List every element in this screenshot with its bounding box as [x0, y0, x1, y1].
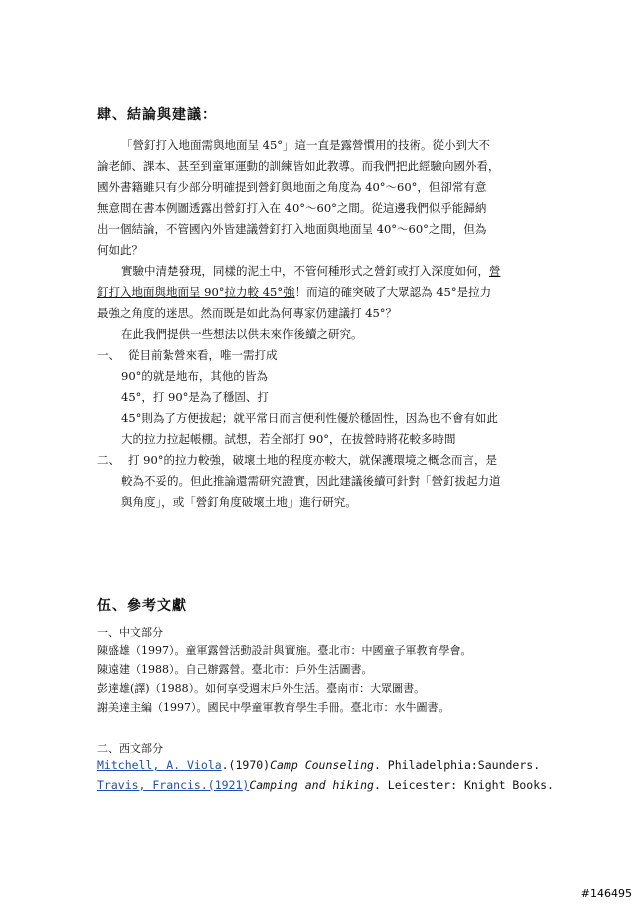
- text-run: 實驗中清楚發現，同樣的泥土中，不管何種形式之營釘或打入深度如何，: [121, 264, 489, 278]
- reference-year: .(1970): [221, 758, 271, 772]
- reference-publisher: . Leicester: Knight Books.: [373, 778, 554, 792]
- reference-item: [97, 778, 554, 792]
- author-link[interactable]: Travis, Francis.(1921): [97, 778, 250, 792]
- reference-publisher: . Philadelphia:Saunders.: [373, 758, 541, 772]
- reference-item: 謝美達主編（1997）。國民中學童軍教育學生手冊。臺北市：水牛圖書。: [97, 701, 450, 714]
- paragraph-line: 無意間在書本例圖透露出營釘打入在 40°～60°之間。從這邊我們似乎能歸納: [97, 201, 487, 215]
- text-run: ！而這的確突破了大眾認為 45°是拉力: [294, 285, 492, 299]
- reference-title: Camp Counseling: [270, 758, 374, 772]
- reference-item: [97, 758, 540, 772]
- item-line: 90°的就是地布，其他的皆為: [121, 369, 268, 383]
- section-5-title: 伍、參考文獻: [97, 598, 187, 614]
- item-line: 與角度」，或「營釘角度破壞土地」進行研究。: [121, 495, 357, 509]
- paragraph-line: 國外書籍雖只有少部分明確提到營釘與地面之角度為 40°～60°，但卻常有意: [97, 180, 487, 194]
- underlined-text: 營: [489, 264, 501, 278]
- item-line: 從目前紮營來看，唯一需打成: [128, 348, 278, 362]
- section-4-title: 肆、結論與建議：: [97, 107, 217, 123]
- reference-item: 陳遠建（1988）。自己辦露營。臺北市：戶外生活圖書。: [97, 663, 373, 676]
- underlined-text: 釘打入地面與地面呈 90°拉力較 45°強: [97, 285, 295, 299]
- paragraph-line: 「營釘打入地面需與地面呈 45°」這一直是露營慣用的技術。從小到大不: [121, 138, 491, 152]
- paragraph-line: [97, 282, 491, 303]
- conclusion-paragraph-3: 在此我們提供一些想法以供未來作後續之研究。: [121, 327, 363, 341]
- paragraph-line: 何如此？: [97, 243, 143, 257]
- western-refs-heading: 二、西文部分: [97, 742, 163, 755]
- item-label: 二、: [97, 453, 120, 467]
- chinese-refs-heading: 一、中文部分: [97, 626, 163, 639]
- reference-title: Camping and hiking: [249, 778, 374, 792]
- document-id: #146495: [580, 887, 632, 900]
- author-link[interactable]: Mitchell, A. Viola: [97, 758, 222, 772]
- paragraph-line: 論老師、課本、甚至到童軍運動的訓練皆如此教導。而我們把此經驗向國外看，: [97, 159, 500, 173]
- item-line: 打 90°的拉力較強，破壞土地的程度亦較大，就保護環境之概念而言，是: [128, 453, 498, 467]
- paragraph-line: [121, 261, 501, 282]
- item-line: 大的拉力拉起帳棚。試想，若全部打 90°，在拔營時將花較多時間: [121, 432, 456, 446]
- item-line: 45°，打 90°是為了穩固、打: [121, 390, 269, 404]
- item-label: 一、: [97, 348, 120, 362]
- item-line: 45°則為了方便拔起；就平常日而言便利性優於穩固性，因為也不會有如此: [121, 411, 498, 425]
- paragraph-line: 最強之角度的迷思。然而既是如此為何專家仍建議打 45°？: [97, 306, 398, 320]
- reference-item: 陳盛雄（1997）。童軍露營活動設計與實施。臺北市：中國童子軍教育學會。: [97, 644, 472, 657]
- paragraph-line: 出一個結論，不管國內外皆建議營釘打入地面與地面呈 40°～60°之間，但為: [97, 222, 487, 236]
- reference-item: 彭達雄(譯)（1988）。如何享受週末戶外生活。臺南市：大眾圖書。: [97, 682, 426, 695]
- item-line: 較為不妥的。但此推論還需研究證實，因此建議後續可針對「營釘拔起力道: [121, 474, 501, 488]
